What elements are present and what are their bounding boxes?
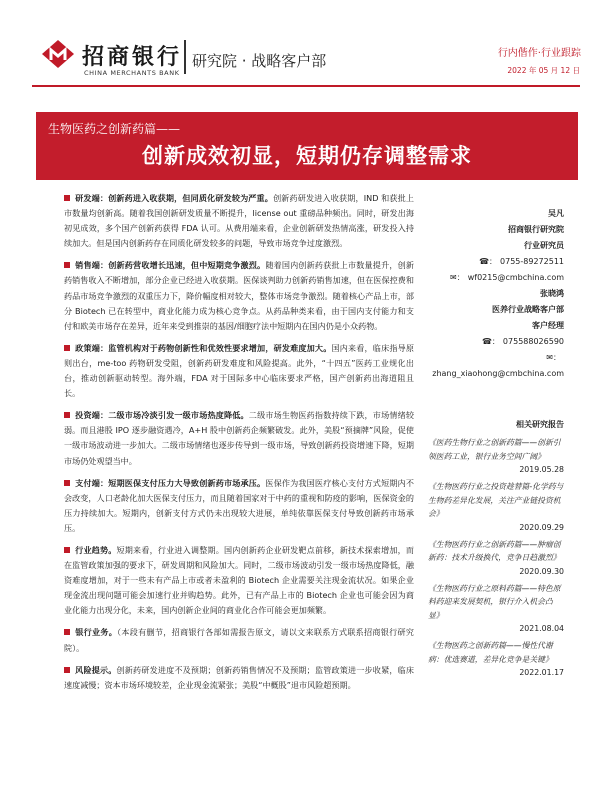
related-report-date: 2019.05.28 [519, 465, 564, 474]
mail-icon: ✉： [546, 352, 561, 362]
report-body [64, 191, 414, 700]
analyst-org: 招商银行研究院 [508, 224, 564, 234]
analyst-name: 张晓鸿 [540, 288, 564, 298]
mail-icon: ✉： [450, 272, 465, 282]
analyst-email-icon-row [428, 349, 564, 365]
section-trend: 行业趋势。短期来看，行业进入调整期。国内创新药企业研发靶点前移，新技术探索增加，而在监管政策加强的要求下，研发周期和风险加大。同时，二级市场波动引发一级市场热度降低，融资难度增加，对于一些未有产品上市或者未盈利的 Biotech 企业需要关注现金流状况。如果企业现金流出现问题可能会加速行业并购趋势。此外，已有产品上市的 Biotech 企业也可能会因为商业化能力出现分化，未来，国内创新企业间的商业化合作可能会更加频繁。 [64, 544, 414, 616]
brand-name-en: CHINA MERCHANTS BANK [84, 69, 180, 77]
header-divider [184, 40, 186, 74]
bullet-square-icon [64, 667, 70, 673]
sidebar [428, 205, 564, 677]
analyst-email[interactable]: zhang_xiaohong@cmbchina.com [432, 368, 564, 378]
section-risk: 风险提示。创新药研发进度不及预期；创新药销售情况不及预期；监管政策进一步收紧，临床速度减慢；资本市场环境较差，企业现金流紧张；美股“中概股”退市风险超预期。 [64, 664, 414, 690]
related-reports-title: 相关研究报告 [516, 420, 564, 429]
bullet-square-icon [64, 547, 70, 553]
analyst-org: 医养行业战略客户部 [492, 304, 564, 314]
bullet-square-icon [64, 412, 70, 418]
section-payment: 支付端：短期医保支付压力大导致创新药市场承压。医保作为我国医疗核心支付方式短期内不会改变，人口老龄化加大医保支付压力，而且随着国家对于中药的重视和防疫的影响，医保资金的压力持续加大。短期内，创新支付方式仍未出现较大进展，单纯依靠医保支付导致创新药市场承压。 [64, 477, 414, 533]
related-report-date: 2021.08.04 [519, 624, 564, 633]
related-report-link[interactable]: 《生物医药行业之投资趁替篇-化学药与生物药差异化发展，关注产业链投资机会》 [428, 482, 564, 518]
section-sales: 销售端：创新药营收增长迅速，但中短期竞争激烈。随着国内创新药获批上市数量提升，创新药销售收入不断增加，部分企业已经进入收获期。医保谈判助力创新药销售加速，但在医保控费和药品市场竞争激烈的双重压力下，降价幅度相对较大，整体市场竞争激烈。随着核心产品上市，部分 Biotech 已在转型中，商业化能力成为核心竞争点。从药品种类来看，由于国内支付能力和支付和欧美市场存在差异，近年来受到推崇的基因/细胞疗法中短期内在国内仍是小众药物。 [64, 260, 414, 331]
related-report-date: 2020.09.29 [519, 522, 564, 532]
analyst-name: 吴凡 [548, 208, 564, 218]
related-report-date: 2020.09.30 [519, 566, 564, 576]
analyst-phone: ☎： 075588026590 [481, 336, 564, 346]
cmb-logo-icon [40, 38, 76, 70]
section-banking: 银行业务。（本段有删节，招商银行各部如需报告原文，请以文来联系方式联系招商银行研究院）。 [64, 627, 414, 653]
brand-name: 招商银行 [82, 44, 183, 70]
report-title: 创新成效初显，短期仍存调整需求 [142, 143, 472, 168]
bullet-square-icon [64, 262, 70, 268]
report-date: 2022 年 05 月 12 日 [507, 66, 580, 75]
department-name: 研究院 · 战略客户部 [192, 52, 327, 70]
bullet-square-icon [64, 480, 70, 486]
series-title: 生物医药之创新药篇—— [48, 122, 181, 136]
section-policy: 政策端：监管机构对于药物创新性和优效性要求增加，研发难度加大。国内来看，临床指导原则出台，me-too 药物研发受阻，创新药研发难度和风险提高。此外，“十四五”医药工业规化出台，推动创新驱动转型。海外端，FDA 对于国际多中心临床要求严格，国产创新药出海道阻且长。 [64, 342, 414, 399]
bullet-square-icon [64, 629, 70, 635]
related-report-link[interactable]: 《生物医药之创新药篇——慢性代谢病：优选赛道，差异化竞争是关键》 [428, 641, 553, 664]
analyst-title: 行业研究员 [524, 240, 564, 250]
report-tag: 行内偕作·行业跟踪 [497, 48, 581, 59]
related-report-link[interactable]: 《医药生物行业之创新药篇——创新引领医药工业，银行业务空间广阔》 [428, 438, 561, 461]
analyst-title: 客户经理 [532, 320, 564, 330]
header-rule [32, 85, 580, 87]
section-investment: 投资端：二级市场冷淡引发一级市场热度降低。二级市场生物医药指数持续下跌，市场情绪较弱。而且港股 IPO 逐步融资遇冷，A+H 股中创新药企频繁破发。此外，美股“预摘牌”风险，促使一级市场波动进一步加大。二级市场情绪也逐步传导到一级市场，导致创新药投资增速下降，短期市场仍处观望当中。 [64, 410, 414, 466]
analyst-email[interactable]: ✉： wf0215@cmbchina.com [450, 272, 564, 282]
phone-icon: ☎： [481, 336, 500, 346]
related-report-link[interactable]: 《生物医药行业之创新药篇——肿瘤创新药：技术升级换代，竞争日趋激烈》 [428, 539, 561, 562]
phone-icon: ☎： [479, 256, 498, 266]
bullet-square-icon [64, 345, 70, 351]
section-rnd: 研发端：创新药进入收获期，但同质化研发较为严重。创新药研发进入收获期，IND 和获批上市数量均创新高。随着我国创新研发质量不断提升，license out 重磅品种频出。同时，研发出海初见成效，多个国产创新药获得 FDA 认可。从费用端来看，企业创新研发热情高涨，研发投入持续加大。但是国内创新药存在同质化研发较多的问题，导致市场竞争过度激烈。 [64, 193, 414, 249]
bullet-square-icon [64, 195, 70, 201]
related-report-date: 2022.01.17 [519, 668, 564, 677]
related-report-link[interactable]: 《生物医药行业之原料药篇——特色原料药迎来发展契机，银行介入机会凸显》 [428, 583, 561, 620]
analyst-phone: ☎： 0755-89272511 [479, 256, 564, 266]
